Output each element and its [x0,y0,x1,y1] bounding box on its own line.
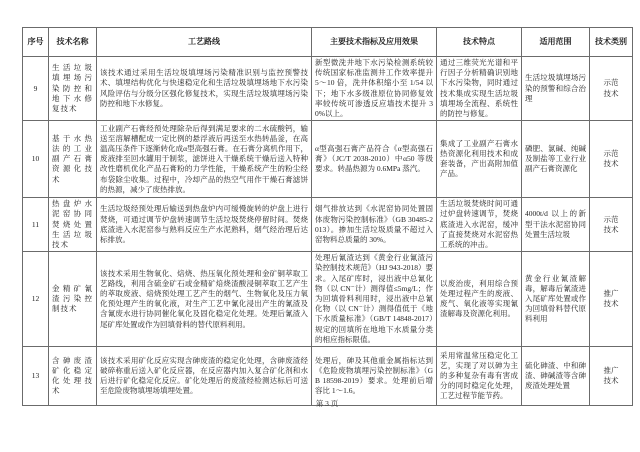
row-number-cell: 10 [23,121,49,198]
scope-cell: 磷肥、氯碱、纯碱及制盐等工业行业副产石膏资源化 [522,121,590,198]
header-tech-name: 技术名称 [49,28,97,57]
category-cell [590,57,633,121]
category-label: 示范技术 [603,78,619,98]
row-number-cell: 9 [23,57,49,121]
header-process-route: 工艺路线 [97,28,312,57]
process-route-cell: 该技术采用矿化反应实现含砷废渣的稳定化处理，含砷废渣经破碎称重后送入矿化反应器，在反应器内加入复合矿化剂和水后进行矿化稳定化反应。矿化处理后的废渣经检测达标后可送至危险废物填埋场填埋处置。 [97,347,312,406]
table-row [23,347,633,406]
header-indicators: 主要技术指标及应用效果 [312,28,437,57]
features-cell: 生活垃圾焚烧时间可通过炉盘转速调节，焚烧底渣进入水泥窑，缓冲了直接焚烧对水泥窑热工系统的冲击。 [437,198,522,252]
indicators-cell: 新型微洗井地下水污染检测系统较传统国家标准监测井工作效率提升 5～10 倍，洗井体积缩小至 1/54 以下；地下水多级准原位协同修复效率较传统可渗透反应墙技术提升 30%以上。 [312,57,437,121]
technology-table [22,27,633,406]
header-category: 技术类别 [590,28,633,57]
category-label: 示范技术 [603,214,619,234]
process-route-cell: 该技术采用生物氧化、焙烧、热压氧化预处理和金矿铜萃取工艺路线，利用含硫金矿石或金精矿焙烧渣酸浸铜萃取工艺产生的萃取废液、焙烧预处理工艺产生的烟气、生物氧化及压力氧化预处理产生的氧化液，对生产工艺中氰化浸出产生的氰渣及含氰废水进行协同催化氧化及固化稳定化处理。处理后氰渣入尾矿库处置或作为回填骨料的替代原料利用。 [97,252,312,347]
category-label: 示范技术 [603,149,619,169]
header-features: 技术特点 [437,28,522,57]
header-scope: 适用范围 [522,28,590,57]
indicators-cell: 处理后氰渣达到《黄金行业氰渣污染控制技术规范》（HJ 943-2018）要求。入尾矿库时，浸出液中总氰化物（以 CN⁻计）测得值≤5mg/L；作为回填骨料利用时，浸出液中总氰化物（以 CN⁻计）测得值低于《地下水质量标准》（GB/T 14848-2017）规定的回填所在地地下水质量分类的相应指标限值。 [312,252,437,347]
category-cell [590,347,633,406]
category-label: 推广技术 [603,365,619,386]
scope-cell: 4000t/d 以上的新型干法水泥窑协同处置生活垃圾 [522,198,590,252]
indicators-cell: 烟气排放达到《水泥窑协同处置固体废物污染控制标准》（GB 30485-2013）。掺加生活垃圾质量不超过入窑物料总质量的 30%。 [312,198,437,252]
process-route-cell: 该技术通过采用生活垃圾填埋场污染精准识别与监控预警技术、填埋结构优化与快速稳定化和生活垃圾填埋场地下水污染风险评估与分级分区强化修复技术，实现生活垃圾填埋场污染防控和地下水修复。 [97,57,312,121]
tech-name-cell: 金精矿氰渣污染控制技术 [49,252,97,347]
category-label: 推广技术 [603,288,619,309]
tech-name-cell: 基于水热法的工业副产石膏资源化技术 [49,121,97,198]
table-row [23,57,633,121]
table-row [23,252,633,347]
header-serial-number: 序号 [23,28,49,57]
tech-name-cell: 热盘炉水泥窑协同焚烧处置生活垃圾技术 [49,198,97,252]
scope-cell: 硫化砷渣、中和砷渣、砷碱渣等含砷废渣处理处置 [522,347,590,406]
row-number-cell: 13 [23,347,49,406]
category-cell [590,121,633,198]
page-number: 第 3 页 [315,399,339,408]
features-cell: 通过三维荧光光谱和平行因子分析精确识别地下水污染物，同时通过技术集成实现生活垃圾填埋场全流程、系统性的防控与修复。 [437,57,522,121]
indicators-cell: 处理后，砷及其他重金属指标达到《危险废物填埋污染控制标准》（GB 18598-2019）要求。处理前后增容比 1～1.6。 [312,347,437,406]
indicators-cell: α型高强石膏产品符合《α型高强石膏》（JC/T 2038-2010）中α50 等级要求。转晶热源为 0.6MPa 蒸汽。 [312,121,437,198]
process-route-cell: 工业副产石膏经预处理除杂后得到满足要求的二水硫酸钙，输送至溶解槽配成一定比例的悬浮液后再送至水热转晶釜，在高温高压条件下逐渐转化成α型高强石膏。在石膏分离机作用下，废液排至回水罐用于制浆，滤饼进入干燥系统干燥后送入特种改性磨机优化产品石膏粉的力学性能，干燥系统产生的粉尘经布袋除尘收集。过程中，冷却产品的热空气用作干燥石膏滤饼的热源，减少了废热排放。 [97,121,312,198]
features-cell: 以废治废，利用综合预处理过程产生的废液、废气、氧化液等实现氰渣解毒及资源化利用。 [437,252,522,347]
tech-name-cell: 生活垃圾填埋场污染防控和地下水修复技术 [49,57,97,121]
features-cell: 集成了工业副产石膏水热资源化利用技术和成套装备，产出高附加值产品。 [437,121,522,198]
row-number-cell: 12 [23,252,49,347]
table-row [23,121,633,198]
scope-cell: 生活垃圾填埋场污染的预警和综合治理 [522,57,590,121]
category-cell [590,252,633,347]
process-route-cell: 生活垃圾经预处理后输送到热盘炉内可缓慢旋转的炉盘上进行焚烧，可通过调节炉盘转速调节生活垃圾焚烧停留时间。焚烧底渣进入水泥窑参与熟料反应生产水泥熟料，烟气经治理后达标排放。 [97,198,312,252]
category-cell [590,198,633,252]
features-cell: 采用常温常压稳定化工艺，实现了对以砷为主的多种复杂有毒有害成分的同时稳定化处理，工艺过程节能节药。 [437,347,522,406]
scope-cell: 黄金行业氰渣解毒，解毒后氰渣进入尾矿库处置或作为回填骨料替代原料利用 [522,252,590,347]
tech-name-cell: 含砷废渣矿化稳定化处理技术 [49,347,97,406]
table-header-row [23,28,633,57]
row-number-cell: 11 [23,198,49,252]
table-row [23,198,633,252]
